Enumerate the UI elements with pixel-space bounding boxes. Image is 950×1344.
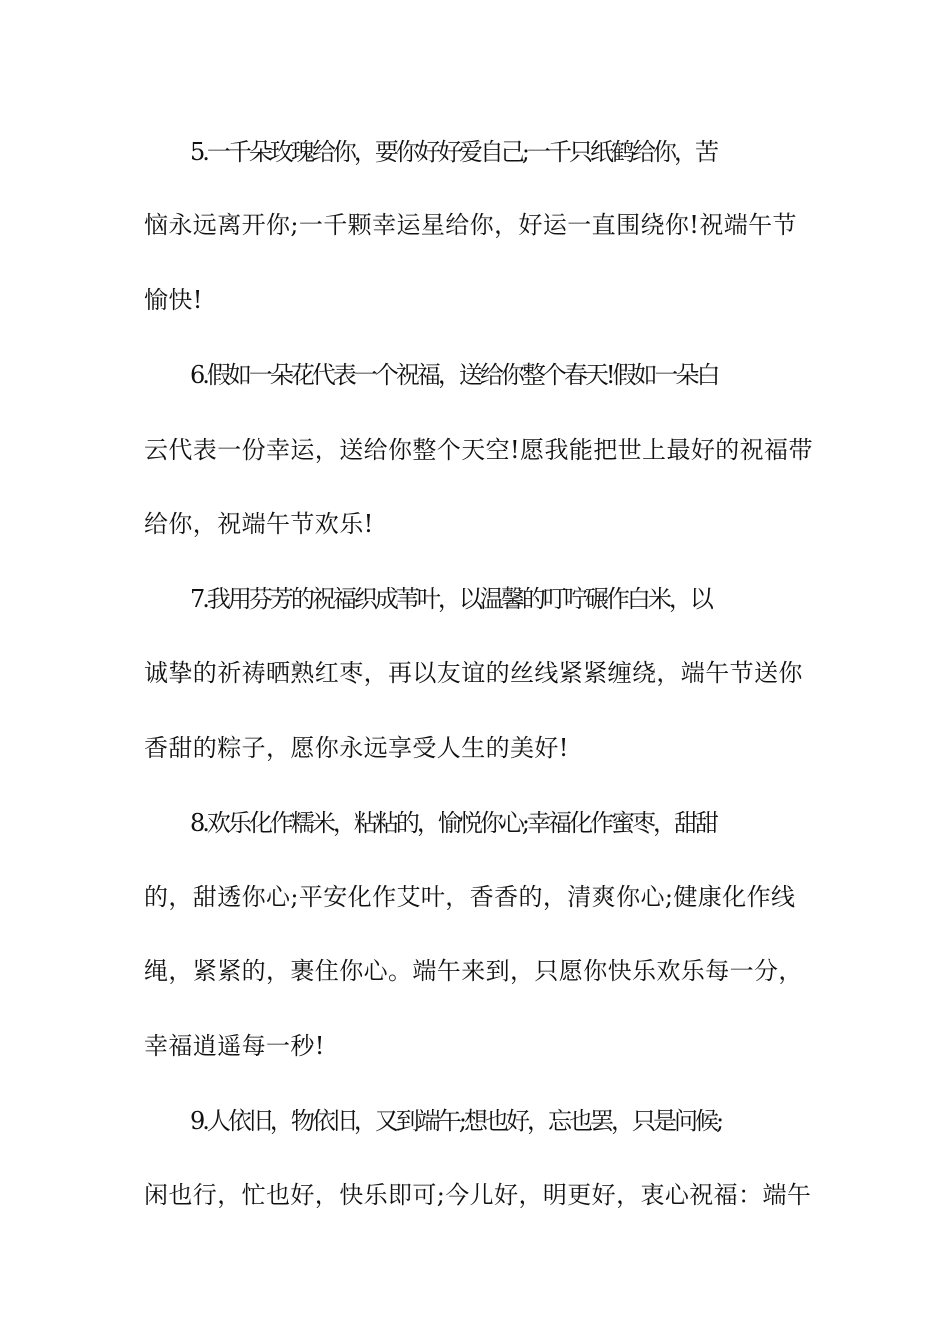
paragraph-line: 7.我用芬芳的祝福织成苇叶，以温馨的叮咛碾作白米，以 [190,585,711,613]
paragraph-line: 闲也行，忙也好，快乐即可;今儿好，明更好，衷心祝福：端午 [144,1181,812,1209]
paragraph-line: 给你，祝端午节欢乐! [144,510,374,538]
paragraph-line: 恼永远离开你;一千颗幸运星给你，好运一直围绕你!祝端午节 [144,211,797,239]
paragraph-line: 5.一千朵玫瑰给你，要你好好爱自己;一千只纸鹤给你，苦 [190,138,716,166]
paragraph-line: 愉快! [144,286,203,314]
paragraph-line: 诚挚的祈祷晒熟红枣，再以友谊的丝线紧紧缠绕，端午节送你 [144,659,803,687]
paragraph-line: 9.人依旧，物依旧，又到端午;想也好，忘也罢，只是问候; [190,1107,722,1135]
paragraph-line: 幸福逍遥每一秒! [144,1032,325,1060]
paragraph-line: 云代表一份幸运，送给你整个天空!愿我能把世上最好的祝福带 [144,436,813,464]
paragraph-line: 的，甜透你心;平安化作艾叶，香香的，清爽你心;健康化作线 [144,883,796,911]
paragraph-line: 绳，紧紧的，裹住你心。端午来到，只愿你快乐欢乐每一分， [144,957,803,985]
paragraph-line: 8.欢乐化作糯米，粘粘的，愉悦你心;幸福化作蜜枣，甜甜 [190,809,716,837]
paragraph-line: 香甜的粽子，愿你永远享受人生的美好! [144,734,569,762]
paragraph-line: 6.假如一朵花代表一个祝福，送给你整个春天!假如一朵白 [190,361,718,389]
